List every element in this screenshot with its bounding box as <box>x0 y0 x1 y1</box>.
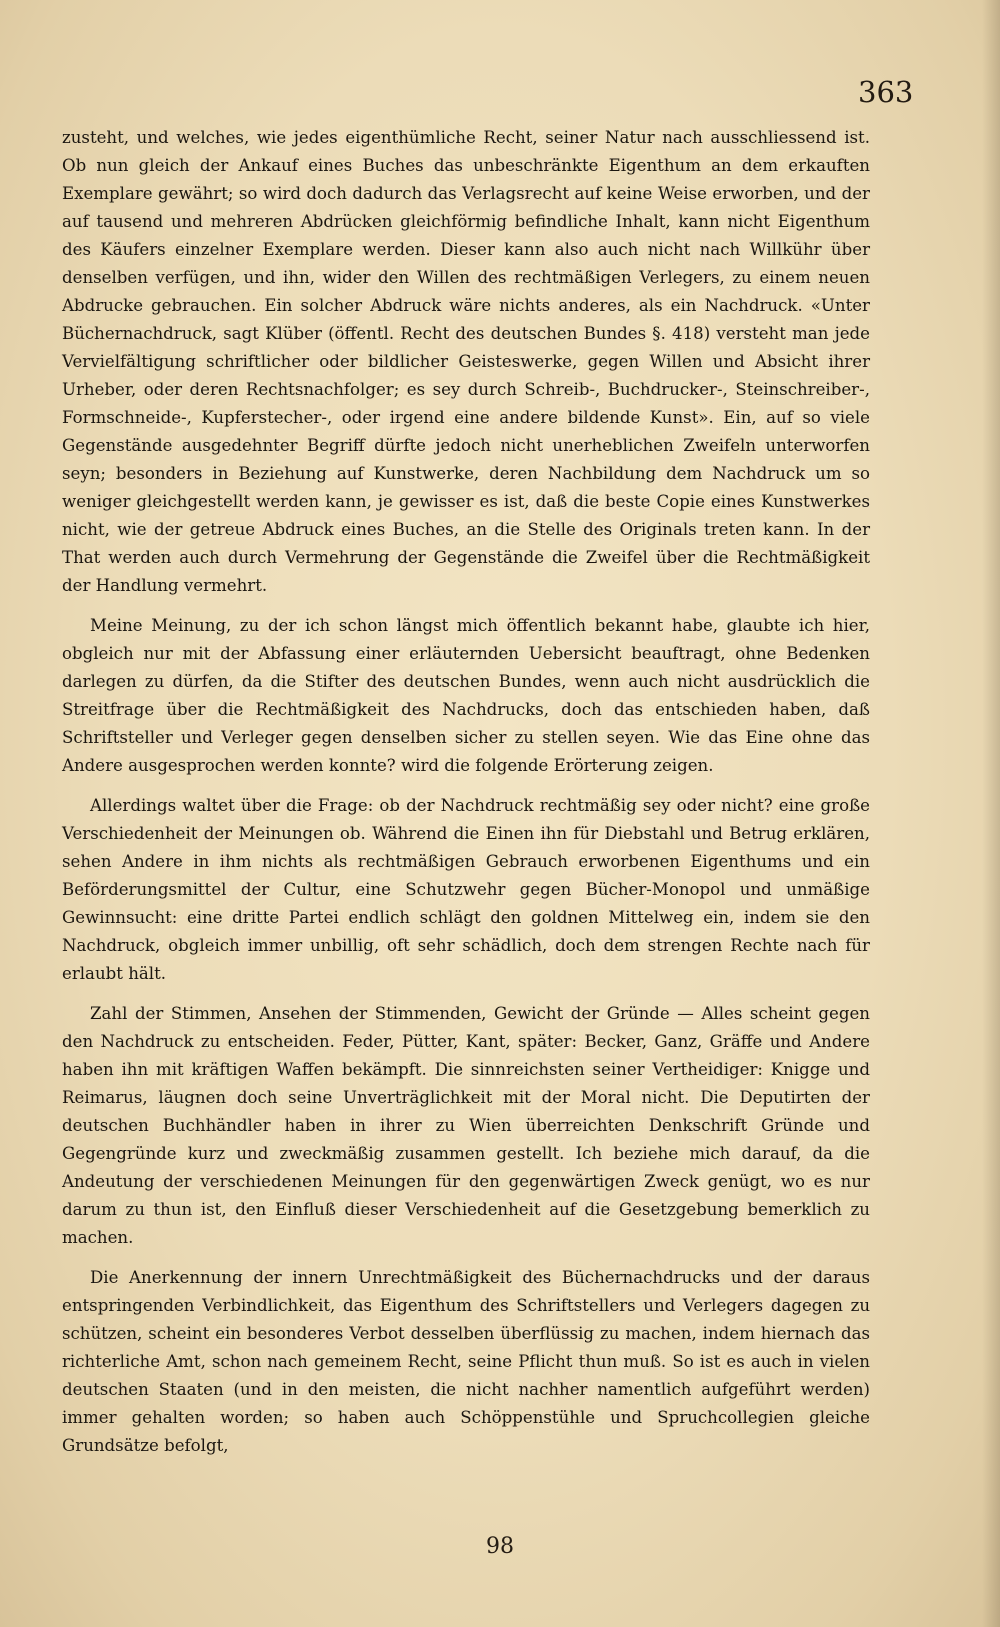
page-number: 363 <box>858 75 914 109</box>
paragraph-5: Die Anerkennung der innern Unrechtmäßigkeit des Büchernachdrucks und der daraus entspringenden Verbindlichkeit, das Eigenthum des Schriftstellers und Verlegers dagegen zu schützen, scheint ein besonderes Verbot desselben überflüssig zu machen, indem hiernach das richterliche Amt, schon nach gemeinem Recht, seine Pflicht thun muß. So ist es auch in vielen deutschen Staaten (und in den meisten, die nicht nachher namentlich aufgeführt werden) immer gehalten worden; so haben auch Schöppenstühle und Spruchcollegien gleiche Grundsätze befolgt, <box>62 1268 870 1455</box>
paragraph-2: Meine Meinung, zu der ich schon längst mich öffentlich bekannt habe, glaubte ich hier, obgleich nur mit der Abfassung einer erläuternden Uebersicht beauftragt, ohne Bedenken darlegen zu dürfen, da die Stifter des deutschen Bundes, wenn auch nicht ausdrücklich die Streitfrage über die Rechtmäßigkeit des Nachdrucks, doch das entschieden haben, daß Schriftsteller und Verleger gegen denselben sicher zu stellen seyen. Wie das Eine ohne das Andere ausgesprochen werden konnte? wird die folgende Erörterung zeigen. <box>62 616 870 775</box>
paragraph-4: Zahl der Stimmen, Ansehen der Stimmenden, Gewicht der Gründe — Alles scheint gegen den Nachdruck zu entscheiden. Feder, Pütter, Kant, später: Becker, Ganz, Gräffe und Andere haben ihn mit kräftigen Waffen bekämpft. Die sinnreichsten seiner Vertheidiger: Knigge und Reimarus, läugnen doch seine Unverträglichkeit mit der Moral nicht. Die Deputirten der deutschen Buchhändler haben in ihrer zu Wien überreichten Denkschrift Gründe und Gegengründe kurz und zweckmäßig zusammen gestellt. Ich beziehe mich darauf, da die Andeutung der verschiedenen Meinungen für den gegenwärtigen Zweck genügt, wo es nur darum zu thun ist, den Einfluß dieser Verschiedenheit auf die Gesetzgebung bemerklich zu machen. <box>62 1004 870 1247</box>
body-text <box>62 124 870 1460</box>
paragraph-1: zusteht, und welches, wie jedes eigenthümliche Recht, seiner Natur nach ausschliessend ist. Ob nun gleich der Ankauf eines Buches das unbeschränkte Eigenthum an dem erkauften Exemplare gewährt; so wird doch dadurch das Verlagsrecht auf keine Weise erworben, und der auf tausend und mehreren Abdrücken gleichförmig befindliche Inhalt, kann nicht Eigenthum des Käufers einzelner Exemplare werden. Dieser kann also auch nicht nach Willkühr über denselben verfügen, und ihn, wider den Willen des rechtmäßigen Verlegers, zu einem neuen Abdrucke gebrauchen. Ein solcher Abdruck wäre nichts anderes, als ein Nachdruck. «Unter Büchernachdruck, sagt Klüber (öffentl. Recht des deutschen Bundes §. 418) versteht man jede Vervielfältigung schriftlicher oder bildlicher Geisteswerke, gegen Willen und Absicht ihrer Urheber, oder deren Rechtsnachfolger; es sey durch Schreib-, Buchdrucker-, Steinschreiber-, Formschneide-, Kupferstecher-, oder irgend eine andere bildende Kunst». Ein, auf so viele Gegenstände ausgedehnter Begriff dürfte jedoch nicht unerheblichen Zweifeln unterworfen seyn; besonders in Beziehung auf Kunstwerke, deren Nachbildung dem Nachdruck um so weniger gleichgestellt werden kann, je gewisser es ist, daß die beste Copie eines Kunstwerkes nicht, wie der getreue Abdruck eines Buches, an die Stelle des Originals treten kann. In der That werden auch durch Vermehrung der Gegenstände die Zweifel über die Rechtmäßigkeit der Handlung vermehrt. <box>62 128 870 595</box>
paragraph-3: Allerdings waltet über die Frage: ob der Nachdruck rechtmäßig sey oder nicht? eine große Verschiedenheit der Meinungen ob. Während die Einen ihn für Diebstahl und Betrug erklären, sehen Andere in ihm nichts als rechtmäßigen Gebrauch erworbenen Eigenthums und ein Beförderungsmittel der Cultur, eine Schutzwehr gegen Bücher-Monopol und unmäßige Gewinnsucht: eine dritte Partei endlich schlägt den goldnen Mittelweg ein, indem sie den Nachdruck, obgleich immer unbillig, oft sehr schädlich, doch dem strengen Rechte nach für erlaubt hält. <box>62 796 870 983</box>
sheet-number: 98 <box>486 1534 514 1559</box>
